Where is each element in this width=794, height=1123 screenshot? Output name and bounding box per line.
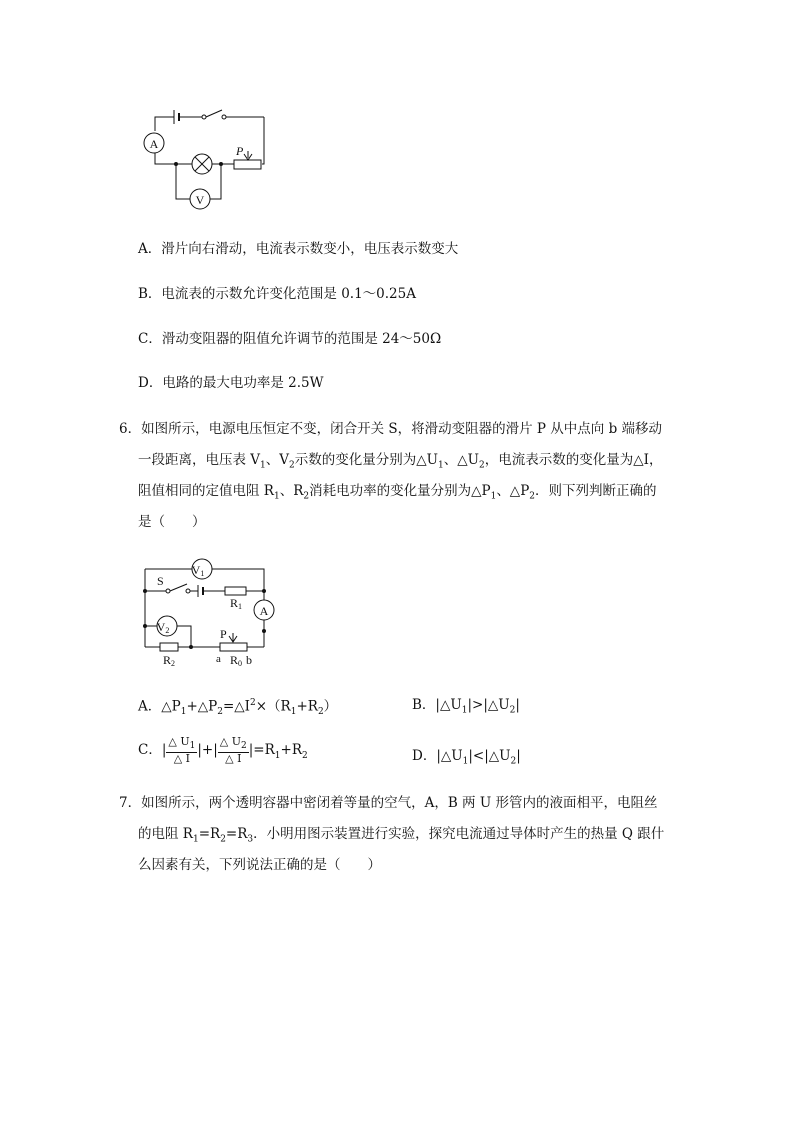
r0-label: R0 bbox=[230, 653, 243, 668]
end-a-label: a bbox=[216, 653, 221, 665]
q6-option-b: B．$|\triangle U_1|>|\triangle U_2|$ bbox=[412, 697, 520, 716]
q7-stem-line3: 么因素有关，下列说法正确的是（ ） bbox=[138, 857, 381, 873]
q6-option-a: A．$\triangle P_1+\triangle P_2=\triangle I^2\times(R_1+R_2)$ bbox=[138, 698, 338, 718]
q5-option-b: B．电流表的示数允许变化范围是 0.1～0.25A bbox=[138, 286, 416, 302]
q5-option-d: D．电路的最大电功率是 2.5W bbox=[138, 375, 324, 391]
q5-option-a: A．滑片向右滑动，电流表示数变小，电压表示数变大 bbox=[138, 241, 459, 257]
r2-label: R2 bbox=[163, 653, 176, 668]
q6-option-d: D．$|\triangle U_1|<|\triangle U_2|$ bbox=[412, 748, 521, 767]
q7-stem-line2: 的电阻 $R_1=R_2=R_3$．小明用图示装置进行实验，探究电流通过导体时产生的热量 Q 跟什 bbox=[138, 826, 665, 845]
r1-label: R1 bbox=[230, 596, 243, 611]
slider-2-label: P bbox=[220, 627, 227, 641]
switch-label: S bbox=[157, 574, 164, 588]
q6-stem-line1: 6．如图所示，电源电压恒定不变，闭合开关 S，将滑动变阻器的滑片 P 从中点向 b 端移动 bbox=[119, 421, 663, 437]
q6-stem-line3: 阻值相同的定值电阻 $R_1$、$R_2$消耗电功率的变化量分别为$\triangle P_1$、$\triangle P_2$．则下列判断正确的 bbox=[138, 483, 657, 502]
v2-label: V2 bbox=[156, 620, 170, 635]
ammeter-label: A bbox=[149, 137, 159, 151]
q6-stem-line2: 一段距离，电压表 $V_1$、$V_2$示数的变化量分别为$\triangle U_1$、$\triangle U_2$，电流表示数的变化量为△I， bbox=[138, 452, 663, 471]
end-b-label: b bbox=[246, 653, 252, 667]
q6-option-c: C．| $\frac{\triangle U_1}{\triangle I}$ |+| $\frac{\triangle U_2}{\triangle I}$ $|=R_1+R_2$ bbox=[138, 735, 308, 766]
q5-option-c: C．滑动变阻器的阻值允许调节的范围是 24～50Ω bbox=[138, 331, 442, 347]
q6-stem-line4: 是（ ） bbox=[138, 514, 206, 530]
voltmeter-label: V bbox=[195, 193, 205, 207]
ammeter-2-label: A bbox=[259, 604, 269, 618]
q7-stem-line1: 7．如图所示，两个透明容器中密闭着等量的空气，A，B 两 U 形管内的液面相平，电阻丝 bbox=[119, 795, 658, 811]
v1-label: V1 bbox=[191, 563, 205, 578]
slider-label: P bbox=[236, 144, 244, 158]
